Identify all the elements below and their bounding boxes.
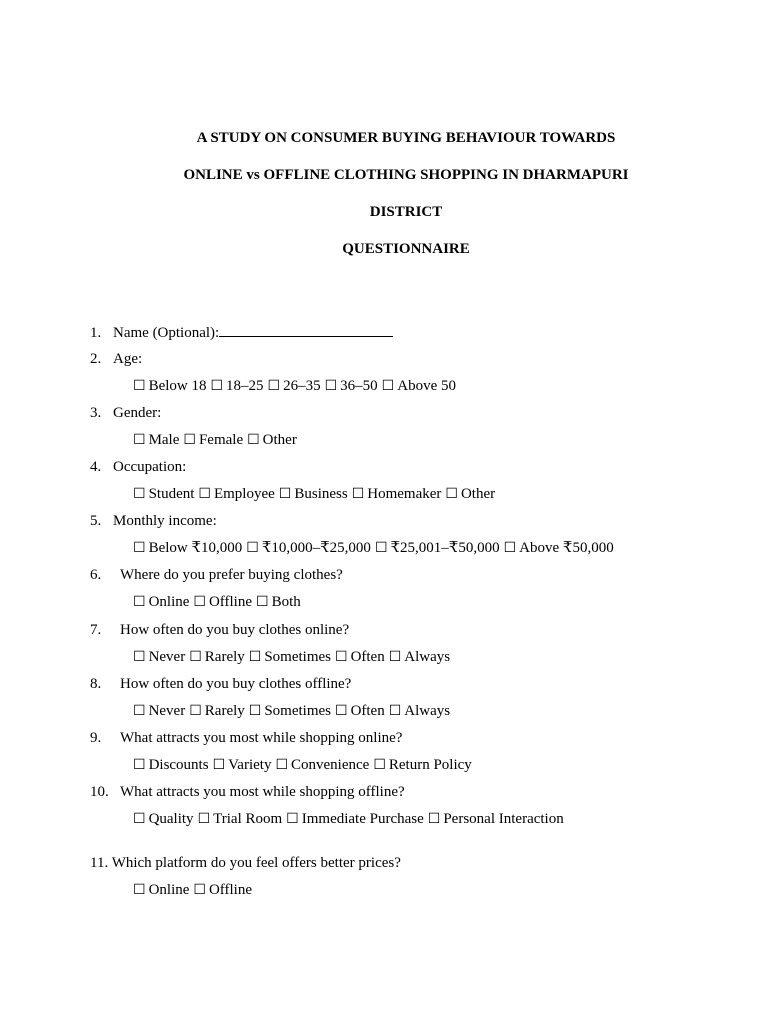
option-label: Student	[148, 486, 195, 502]
checkbox-icon[interactable]: ☐	[247, 432, 260, 448]
option-label: Immediate Purchase	[301, 811, 424, 827]
option-label: Trial Room	[213, 811, 283, 827]
title-line-4: QUESTIONNAIRE	[342, 241, 470, 257]
option-label: Never	[148, 703, 186, 719]
option-label: Sometimes	[264, 649, 331, 665]
question-3	[90, 403, 161, 423]
option-label: Variety	[228, 757, 272, 773]
option-label: Online	[148, 882, 190, 898]
option-label: Return Policy	[388, 757, 472, 773]
checkbox-icon[interactable]: ☐	[197, 811, 211, 827]
checkbox-icon[interactable]: ☐	[183, 432, 196, 448]
options-row-5	[133, 538, 618, 558]
option-label: Both	[271, 594, 301, 610]
options-row-6	[133, 592, 305, 612]
question-7	[90, 620, 349, 640]
checkbox-icon[interactable]: ☐	[133, 811, 146, 827]
checkbox-icon[interactable]: ☐	[193, 882, 206, 898]
checkbox-icon[interactable]: ☐	[189, 703, 202, 719]
question-text: Age:	[113, 351, 143, 367]
option-label: ₹10,000–₹25,000	[261, 540, 371, 556]
option-label: Rarely	[204, 649, 245, 665]
checkbox-icon[interactable]: ☐	[381, 378, 395, 394]
option-label: Often	[350, 703, 385, 719]
checkbox-icon[interactable]: ☐	[335, 703, 348, 719]
checkbox-icon[interactable]: ☐	[248, 649, 262, 665]
checkbox-icon[interactable]: ☐	[189, 649, 202, 665]
checkbox-icon[interactable]: ☐	[275, 757, 289, 773]
checkbox-icon[interactable]: ☐	[351, 486, 365, 502]
question-text: What attracts you most while shopping offline?	[120, 784, 405, 800]
question-text: Occupation:	[113, 459, 187, 475]
option-label: Below ₹10,000	[148, 540, 243, 556]
option-label: 26–35	[283, 378, 321, 394]
title-line-1: A STUDY ON CONSUMER BUYING BEHAVIOUR TOWARDS	[196, 130, 616, 146]
question-text: Monthly income:	[113, 513, 217, 529]
option-label: Personal Interaction	[443, 811, 564, 827]
checkbox-icon[interactable]: ☐	[210, 378, 224, 394]
option-label: Discounts	[148, 757, 209, 773]
option-label: Male	[148, 432, 180, 448]
checkbox-icon[interactable]: ☐	[133, 540, 146, 556]
option-label: Never	[148, 649, 186, 665]
option-label: ₹25,001–₹50,000	[390, 540, 500, 556]
option-label: Rarely	[204, 703, 245, 719]
question-number: 7.	[90, 622, 102, 638]
checkbox-icon[interactable]: ☐	[278, 486, 292, 502]
question-number: 3.	[90, 405, 102, 421]
question-number: 1.	[90, 325, 102, 341]
question-number: 6.	[90, 567, 102, 583]
option-label: Other	[262, 432, 297, 448]
option-label: Convenience	[291, 757, 370, 773]
name-input-line[interactable]	[219, 322, 393, 337]
question-number: 2.	[90, 351, 102, 367]
checkbox-icon[interactable]: ☐	[133, 649, 146, 665]
option-label: Online	[148, 594, 190, 610]
checkbox-icon[interactable]: ☐	[133, 882, 146, 898]
checkbox-icon[interactable]: ☐	[133, 486, 146, 502]
question-10	[90, 782, 405, 802]
option-label: Offline	[208, 594, 252, 610]
option-label: Always	[404, 703, 451, 719]
options-row-8	[133, 701, 454, 721]
checkbox-icon[interactable]: ☐	[133, 378, 146, 394]
question-text: Gender:	[113, 405, 162, 421]
option-label: Quality	[148, 811, 194, 827]
title-line-2: ONLINE vs OFFLINE CLOTHING SHOPPING IN DHARMAPURI	[183, 167, 629, 183]
option-label: Business	[294, 486, 348, 502]
option-label: Above 50	[397, 378, 456, 394]
checkbox-icon[interactable]: ☐	[256, 594, 269, 610]
question-text: Where do you prefer buying clothes?	[120, 567, 343, 583]
option-label: Often	[350, 649, 385, 665]
checkbox-icon[interactable]: ☐	[133, 594, 146, 610]
checkbox-icon[interactable]: ☐	[198, 486, 211, 502]
question-6	[90, 565, 343, 585]
question-number: 5.	[90, 513, 102, 529]
options-row-2	[133, 376, 460, 396]
option-label: 36–50	[340, 378, 378, 394]
question-text: What attracts you most while shopping online?	[120, 730, 403, 746]
checkbox-icon[interactable]: ☐	[193, 594, 206, 610]
option-label: Always	[404, 649, 451, 665]
checkbox-icon[interactable]: ☐	[246, 540, 259, 556]
question-text: Which platform do you feel offers better prices?	[111, 855, 401, 871]
question-1	[90, 322, 393, 342]
title-line-3: DISTRICT	[369, 204, 443, 220]
checkbox-icon[interactable]: ☐	[267, 378, 281, 394]
option-label: Below 18	[148, 378, 207, 394]
checkbox-icon[interactable]: ☐	[133, 757, 146, 773]
question-number: 8.	[90, 676, 102, 692]
question-9	[90, 728, 402, 748]
options-row-7	[133, 647, 454, 667]
option-label: Female	[198, 432, 244, 448]
option-label: 18–25	[226, 378, 264, 394]
checkbox-icon[interactable]: ☐	[445, 486, 458, 502]
checkbox-icon[interactable]: ☐	[133, 432, 146, 448]
options-row-9	[133, 755, 476, 775]
checkbox-icon[interactable]: ☐	[373, 757, 386, 773]
options-row-11	[133, 880, 256, 900]
option-label: Employee	[213, 486, 275, 502]
question-number: 4.	[90, 459, 102, 475]
option-label: Homemaker	[367, 486, 442, 502]
options-row-4	[133, 484, 499, 504]
checkbox-icon[interactable]: ☐	[388, 649, 402, 665]
question-text: Name (Optional):	[113, 325, 220, 341]
question-11	[90, 853, 401, 873]
checkbox-icon[interactable]: ☐	[286, 811, 299, 827]
checkbox-icon[interactable]: ☐	[212, 757, 226, 773]
options-row-10	[133, 809, 568, 829]
question-4	[90, 457, 186, 477]
checkbox-icon[interactable]: ☐	[374, 540, 388, 556]
option-label: Sometimes	[264, 703, 331, 719]
checkbox-icon[interactable]: ☐	[503, 540, 517, 556]
question-number: 11.	[90, 855, 109, 871]
option-label: Offline	[208, 882, 252, 898]
checkbox-icon[interactable]: ☐	[427, 811, 441, 827]
question-number: 10.	[90, 784, 109, 800]
checkbox-icon[interactable]: ☐	[388, 703, 402, 719]
question-8	[90, 674, 351, 694]
options-row-3	[133, 430, 301, 450]
checkbox-icon[interactable]: ☐	[324, 378, 338, 394]
checkbox-icon[interactable]: ☐	[133, 703, 146, 719]
question-5	[90, 511, 217, 531]
question-2	[90, 349, 142, 369]
checkbox-icon[interactable]: ☐	[248, 703, 262, 719]
option-label: Other	[460, 486, 496, 502]
option-label: Above ₹50,000	[519, 540, 614, 556]
checkbox-icon[interactable]: ☐	[335, 649, 348, 665]
question-number: 9.	[90, 730, 102, 746]
question-text: How often do you buy clothes online?	[120, 622, 350, 638]
question-text: How often do you buy clothes offline?	[120, 676, 352, 692]
